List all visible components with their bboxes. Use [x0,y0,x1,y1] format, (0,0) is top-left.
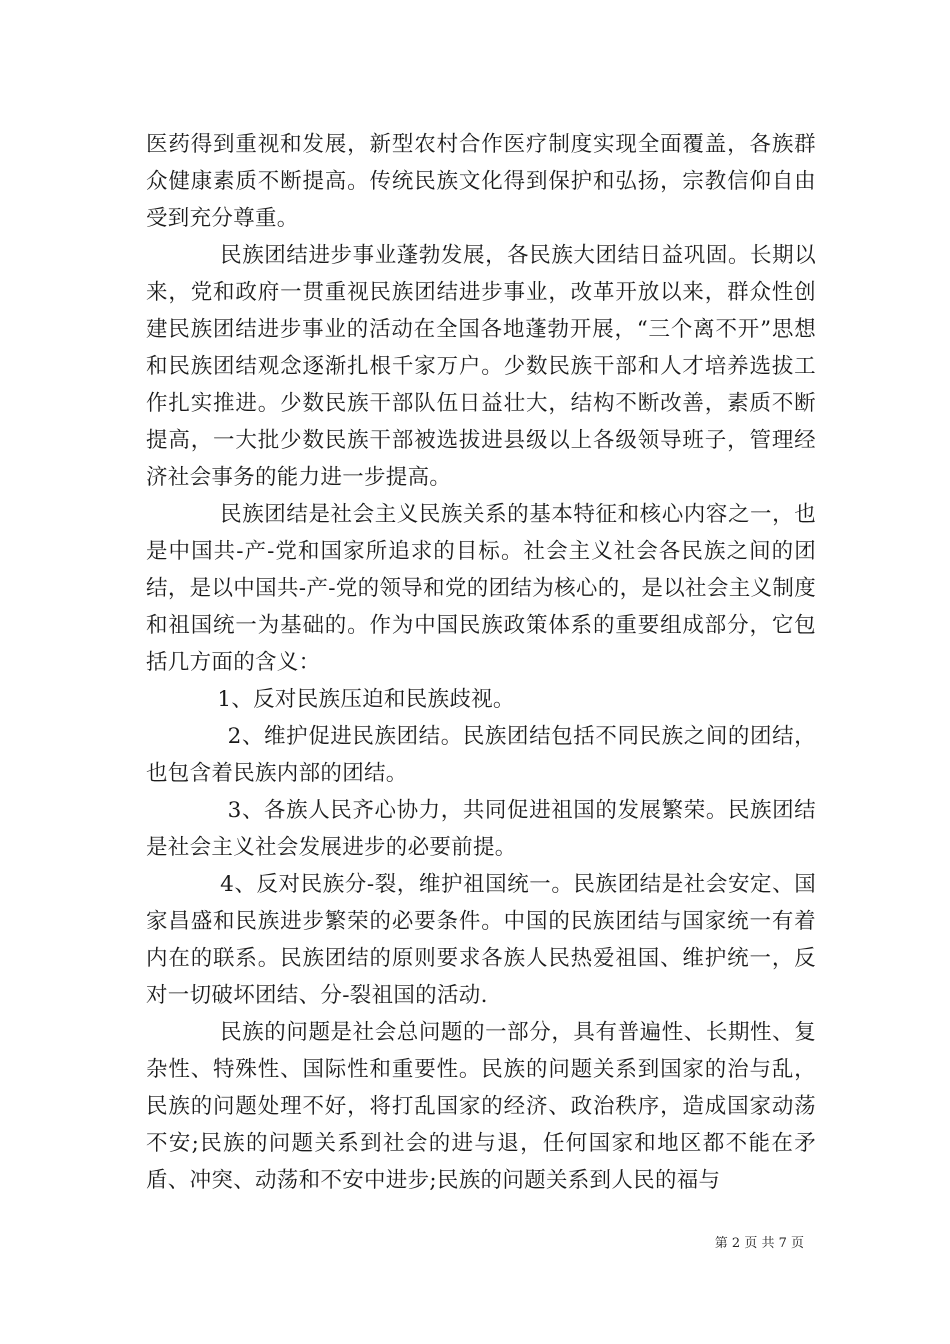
paragraph-2: 民族团结进步事业蓬勃发展，各民族大团结日益巩固。长期以来，党和政府一贯重视民族团结进步事业，改革开放以来，群众性创建民族团结进步事业的活动在全国各地蓬勃开展，“三个离不开”思想和民族团结观念逐渐扎根千家万户。少数民族干部和人才培养选拔工作扎实推进。少数民族干部队伍日益壮大，结构不断改善，素质不断提高，一大批少数民族干部被选拔进县级以上各级领导班子，管理经济社会事务的能力进一步提高。 [146,243,816,490]
list-item-1: 1、反对民族压迫和民族歧视。 [146,687,515,712]
paragraph-1: 医药得到重视和发展，新型农村合作医疗制度实现全面覆盖，各族群众健康素质不断提高。传统民族文化得到保护和弘扬，宗教信仰自由受到充分尊重。 [146,132,816,231]
document-body [146,126,816,1199]
list-item-4: 4、反对民族分-裂，维护祖国统一。民族团结是社会安定、国家昌盛和民族进步繁荣的必要条件。中国的民族团结与国家统一有着内在的联系。民族团结的原则要求各族人民热爱祖国、维护统一，反对一切破坏团结、分-裂祖国的活动. [146,872,817,1008]
paragraph-3: 民族团结是社会主义民族关系的基本特征和核心内容之一，也是中国共-产-党和国家所追求的目标。社会主义社会各民族之间的团结，是以中国共-产-党的领导和党的团结为核心的，是以社会主义制度和祖国统一为基础的。作为中国民族政策体系的重要组成部分，它包括几方面的含义： [146,502,816,675]
page-footer [0,1232,950,1251]
page-number: 第 2 页 共 7 页 [714,1236,804,1251]
list-item-2: 2、维护促进民族团结。民族团结包括不同民族之间的团结，也包含着民族内部的团结。 [146,724,816,786]
list-item-3: 3、各族人民齐心协力，共同促进祖国的发展繁荣。民族团结是社会主义社会发展进步的必要前提。 [146,798,816,860]
paragraph-4: 民族的问题是社会总问题的一部分，具有普遍性、长期性、复杂性、特殊性、国际性和重要性。民族的问题关系到国家的治与乱，民族的问题处理不好，将打乱国家的经济、政治秩序，造成国家动荡不安;民族的问题关系到社会的进与退，任何国家和地区都不能在矛盾、冲突、动荡和不安中进步;民族的问题关系到人民的福与 [146,1020,816,1193]
